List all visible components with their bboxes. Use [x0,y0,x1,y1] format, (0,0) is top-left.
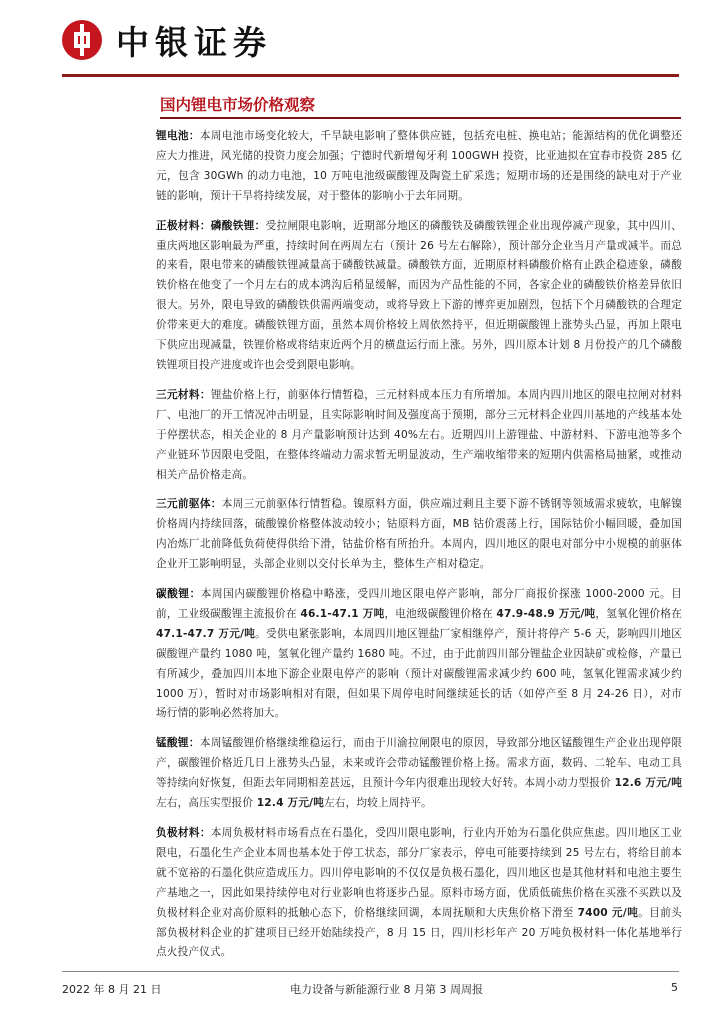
paragraph-text: 本周锰酸锂价格继续维稳运行，而由于川渝拉闸限电的原因，导致部分地区锰酸锂生产企业出现停限产，碳酸锂价格近几日上涨势头凸显，未来或许会带动锰酸锂价格上扬。需求方面，数码、二轮车、电动工具等持续向好恢复，但距去年同期相差甚远，且预计今年内很难出现较大好转。本周小动力型报价 [156,737,682,790]
header-divider [62,74,679,77]
paragraph-label: 三元材料： [156,388,211,401]
paragraph [156,386,682,486]
paragraph-text: 本周负极材料市场看点在石墨化，受四川限电影响，行业内开始为石墨化供应焦虑。四川地区工业限电，石墨化生产企业本周也基本处于停工状态，部分厂家表示，停电可能要持续到 25 号左右，将给目前本就不宽裕的石墨化供应造成压力。四川停电影响的不仅仅是负极石墨化，四川地区也是其他材料和电池主要生产基地之一，因此如果持续停电对行业影响也将逐步凸显。原料市场方面，优质低硫焦价格在买涨不买跌以及负极材料企业对高价原料的抵触心态下，价格继续回调，本周抚顺和大庆焦价格下滑至 [156,827,682,919]
paragraph [156,824,682,963]
bold-value: 46.1-47.1 万吨 [300,607,385,620]
paragraph-label: 负极材料： [156,827,211,839]
paragraph [156,734,682,814]
paragraph-text: ，电池级碳酸锂价格在 [384,607,497,620]
bold-value: 12.6 万元/吨 [614,777,682,790]
footer-divider [62,971,679,972]
bank-of-china-logo-icon [62,20,102,60]
paragraph-text: 本周国内碳酸锂价格稳中略涨，受四川地区限电停产影响，部分厂商报价探涨 1000-2000 元。目前，工业级碳酸锂主流报价在 [156,588,682,620]
paragraph-label: 锂电池： [156,130,200,142]
page-header [62,14,272,66]
paragraph [156,495,682,575]
paragraph-text: ，氢氧化锂价格在 [595,607,682,620]
paragraph-text: 锂盐价格上行，前驱体行情暂稳，三元材料成本压力有所增加。本周内四川地区的限电拉闸对材料厂、电池厂的开工情况冲击明显，且实际影响时间及强度高于预期，部分三元材料企业四川基地的产线基本处于停摆状态，相关企业的 8 月产量影响预计达到 40%左右。近期四川上游锂盐、中游材料、下游电池等多个产业链环节因限电受阻，在整体终端动力需求暂无明显波动，生产端收缩带来的短期内供需格局抽紧，或推动相关产品价格走高。 [156,388,682,481]
bold-value: 7400 元/吨 [577,906,639,919]
paragraph [156,585,682,724]
paragraph-text: 。受供电紧张影响，本周四川地区锂盐厂家相继停产，预计将停产 5-6 天，影响四川地区碳酸锂产量约 1080 吨，氢氧化锂产量约 1680 吨。不过，由于此前四川部分锂盐企业因缺矿或检修，产量已有所减少，叠加四川本地下游企业限电停产的影响（预计对碳酸锂需求减少约 600 吨，氢氧化锂需求减少约 1000 万），暂时对市场影响相对有限，但如果下周停电时间继续延长的话（如停产至 8 月 24-26 日），对市场行情的影响必然将加大。 [156,627,683,720]
bold-value: 47.9-48.9 万元/吨 [496,607,596,620]
footer-report-name: 电力设备与新能源行业 8 月第 3 周周报 [290,983,483,996]
section-title: 国内锂电市场价格观察 [160,96,316,114]
paragraph [156,217,682,376]
page-number: 5 [671,981,678,994]
bold-value: 47.1-47.7 万元/吨 [156,627,256,640]
report-body [156,127,682,973]
paragraph-label: 正极材料：磷酸铁锂： [156,219,266,232]
paragraph-text: 左右，高压实型报价 [156,797,257,810]
paragraph-text: 本周电池市场变化较大，千旱缺电影响了整体供应链，包括充电桩、换电站；能源结构的优化调整还应大力推进，风光储的投资力度会加强；宁德时代新增匈牙利 100GWH 投资，比亚迪拟在宜春市投资 285 亿元，包含 30GWh 的动力电池，10 万吨电池级碳酸锂及陶瓷土矿采选；短期市场的还是围绕的缺电对于产业链的影响，预计干旱将持续发展，对于整体的影响小于去年同期。 [156,130,682,202]
paragraph-label: 碳酸锂： [156,588,201,601]
paragraph-text: 受拉闸限电影响，近期部分地区的磷酸铁及磷酸铁锂企业出现停减产现象，其中四川、重庆两地区影响最为严重，持续时间在两周左右（预计 26 号左右解除），预计部分企业当月产量或减半。而总的来看，限电带来的磷酸铁锂减量高于磷酸铁减量。磷酸铁方面，近期原材料磷酸价格有止跌企稳迹象，磷酸铁价格在他变了一个月左右的成本鸿沟后稍显缓解，而因为产品性能的不同，各家企业的磷酸铁价格差异依旧很大。另外，限电导致的磷酸铁供需两端变动，或将导致上下游的博弈更加剧烈，包括下个月磷酸铁的合理定价带来更大的难度。磷酸铁锂方面，虽然本周价格较上周依然持平，但近期碳酸锂上涨势头凸显，再加上限电下供应出现减量，铁锂价格或将结束近两个月的横盘运行而上涨。另外，四川原本计划 8 月份投产的几个磷酸铁锂项目投产进度或许也会受到限电影响。 [156,219,682,371]
paragraph [156,127,682,207]
paragraph-text: 左右，均较上周持平。 [324,797,432,810]
paragraph-label: 锰酸锂： [156,737,200,750]
footer-date: 2022 年 8 月 21 日 [62,983,162,996]
title-divider [160,117,681,119]
paragraph-text: 。目前头部负极材料企业的扩建项目已经开始陆续投产，8 月 15 日，四川杉杉年产 20 万吨负极材料一体化基地举行点火投产仪式。 [156,906,682,959]
paragraph-label: 三元前驱体： [156,498,222,511]
paragraph-text: 本周三元前驱体行情暂稳。镍原料方面，供应端过剩且主要下游不锈钢等领域需求疲软，电解镍价格周内持续回落，硫酸镍价格整体波动较小；钴原料方面，MB 钴价震荡上行，国际钴价小幅回暖，叠加国内冶炼厂北前降低负荷使得供给下滑，钴盐价格有所抬升。本周内，四川地区的限电对部分中小规模的前驱体企业开工影响明显，头部企业则以交付长单为主，整体生产相对稳定。 [156,498,682,571]
brand-name: 中银证券 [116,22,272,62]
bold-value: 12.4 万元/吨 [256,797,324,810]
